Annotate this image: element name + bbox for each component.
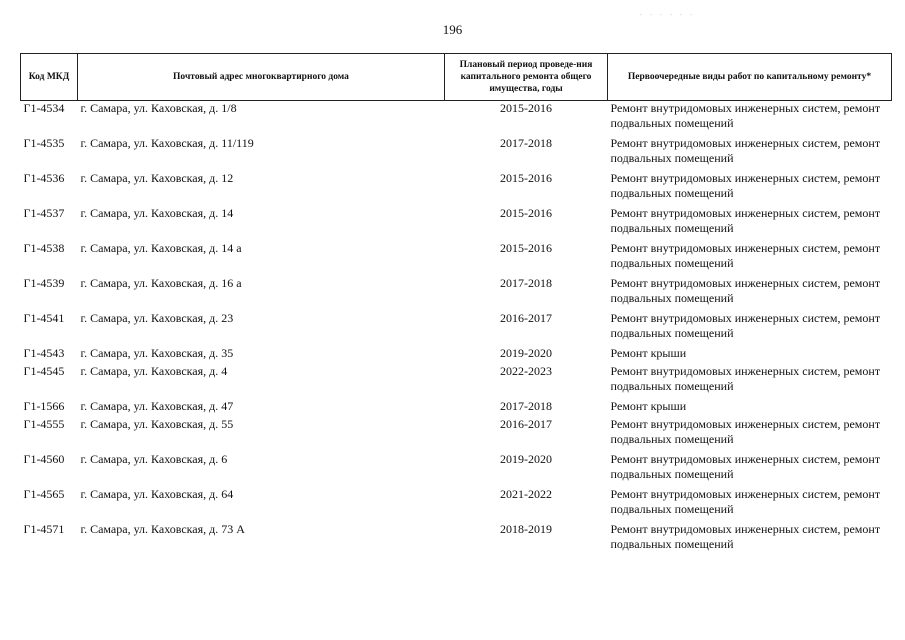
cell-address: г. Самара, ул. Каховская, д. 16 а — [80, 276, 242, 290]
cell-code: Г1-1566 — [23, 399, 65, 413]
cell-address: г. Самара, ул. Каховская, д. 12 — [80, 171, 234, 185]
cell-code: Г1-4534 — [23, 101, 65, 115]
table-row — [21, 101, 892, 137]
table-row — [21, 364, 892, 399]
cell-code: Г1-4536 — [23, 171, 65, 185]
cell-works: Ремонт внутридомовых инженерных систем, ремонт подвальных помещений — [610, 136, 881, 165]
cell-period: 2022-2023 — [500, 364, 552, 378]
cell-period: 2015-2016 — [500, 171, 552, 185]
cell-period: 2018-2019 — [500, 522, 552, 536]
cell-address: г. Самара, ул. Каховская, д. 35 — [80, 346, 234, 360]
cell-address: г. Самара, ул. Каховская, д. 73 А — [80, 522, 245, 536]
header-address: Почтовый адрес многоквартирного дома — [78, 54, 445, 101]
cell-period: 2019-2020 — [500, 452, 552, 466]
cell-period: 2015-2016 — [500, 241, 552, 255]
cell-address: г. Самара, ул. Каховская, д. 14 — [80, 206, 234, 220]
header-works: Первоочередные виды работ по капитальному ремонту* — [608, 54, 892, 101]
cell-code: Г1-4545 — [23, 364, 65, 378]
cell-period: 2017-2018 — [500, 276, 552, 290]
cell-works: Ремонт внутридомовых инженерных систем, ремонт подвальных помещений — [610, 417, 881, 446]
cell-code: Г1-4543 — [23, 346, 65, 360]
cell-works: Ремонт внутридомовых инженерных систем, ремонт подвальных помещений — [610, 171, 881, 200]
cell-code: Г1-4571 — [23, 522, 65, 536]
table-row — [21, 522, 892, 557]
cell-period: 2021-2022 — [500, 487, 552, 501]
cell-code: Г1-4560 — [23, 452, 65, 466]
cell-address: г. Самара, ул. Каховская, д. 6 — [80, 452, 228, 466]
cell-address: г. Самара, ул. Каховская, д. 1/8 — [80, 101, 237, 115]
cell-works: Ремонт внутридомовых инженерных систем, ремонт подвальных помещений — [610, 206, 881, 235]
table-body — [21, 101, 892, 558]
header-code: Код МКД — [21, 54, 78, 101]
cell-code: Г1-4535 — [23, 136, 65, 150]
table-row — [21, 487, 892, 522]
cell-address: г. Самара, ул. Каховская, д. 55 — [80, 417, 234, 431]
cell-code: Г1-4537 — [23, 206, 65, 220]
cell-works: Ремонт внутридомовых инженерных систем, ремонт подвальных помещений — [610, 101, 881, 130]
cell-works: Ремонт внутридомовых инженерных систем, ремонт подвальных помещений — [610, 452, 881, 481]
cell-works: Ремонт внутридомовых инженерных систем, ремонт подвальных помещений — [610, 311, 881, 340]
cell-works: Ремонт внутридомовых инженерных систем, ремонт подвальных помещений — [610, 364, 881, 393]
cell-period: 2016-2017 — [500, 311, 552, 325]
cell-period: 2015-2016 — [500, 101, 552, 115]
cell-code: Г1-4538 — [23, 241, 65, 255]
cell-works: Ремонт крыши — [610, 346, 687, 360]
table-row — [21, 452, 892, 487]
cell-period: 2019-2020 — [500, 346, 552, 360]
cell-period: 2016-2017 — [500, 417, 552, 431]
table-row — [21, 417, 892, 452]
cell-code: Г1-4555 — [23, 417, 65, 431]
table-row — [21, 311, 892, 346]
cell-code: Г1-4565 — [23, 487, 65, 501]
table-row — [21, 171, 892, 206]
cell-address: г. Самара, ул. Каховская, д. 64 — [80, 487, 234, 501]
capital-repair-table — [20, 53, 892, 557]
cell-address: г. Самара, ул. Каховская, д. 11/119 — [80, 136, 254, 150]
cell-code: Г1-4539 — [23, 276, 65, 290]
cell-works: Ремонт крыши — [610, 399, 687, 413]
cell-works: Ремонт внутридомовых инженерных систем, ремонт подвальных помещений — [610, 522, 881, 551]
table-row — [21, 276, 892, 311]
scan-specks: . . . . . . — [640, 8, 695, 17]
cell-works: Ремонт внутридомовых инженерных систем, ремонт подвальных помещений — [610, 276, 881, 305]
table-row — [21, 241, 892, 276]
table-row — [21, 136, 892, 171]
cell-works: Ремонт внутридомовых инженерных систем, ремонт подвальных помещений — [610, 241, 881, 270]
cell-works: Ремонт внутридомовых инженерных систем, ремонт подвальных помещений — [610, 487, 881, 516]
cell-address: г. Самара, ул. Каховская, д. 4 — [80, 364, 228, 378]
cell-address: г. Самара, ул. Каховская, д. 23 — [80, 311, 234, 325]
table-row — [21, 346, 892, 364]
header-period: Плановый период проведе-ния капитального ремонта общего имущества, годы — [445, 54, 608, 101]
cell-address: г. Самара, ул. Каховская, д. 47 — [80, 399, 234, 413]
table-header — [21, 54, 892, 101]
page-number: 196 — [442, 22, 463, 37]
table-row — [21, 399, 892, 417]
cell-code: Г1-4541 — [23, 311, 65, 325]
table-row — [21, 206, 892, 241]
cell-period: 2015-2016 — [500, 206, 552, 220]
cell-address: г. Самара, ул. Каховская, д. 14 а — [80, 241, 242, 255]
cell-period: 2017-2018 — [500, 399, 552, 413]
cell-period: 2017-2018 — [500, 136, 552, 150]
header-row — [21, 54, 892, 101]
